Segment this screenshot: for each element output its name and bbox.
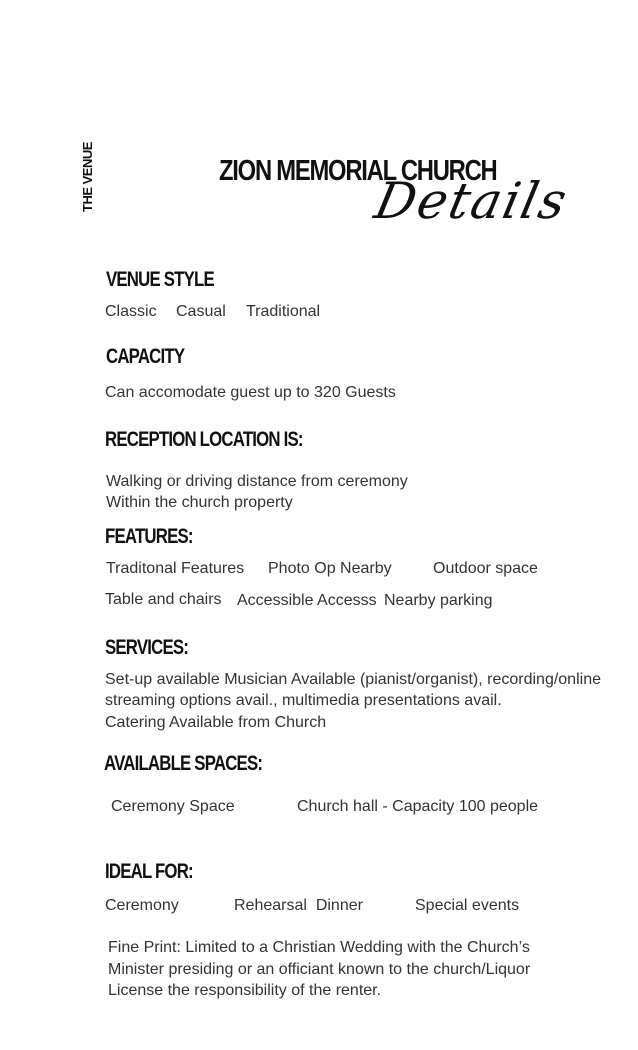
services-line: Catering Available from Church [105,714,327,731]
feature-item: Table and chairs [105,591,222,608]
page-title: ZION MEMORIAL CHURCH [219,155,497,187]
feature-item: Photo Op Nearby [268,560,392,577]
space-item: Ceremony Space [111,798,235,815]
feature-item: Outdoor space [433,560,538,577]
side-tag: THE VENUE [80,142,95,212]
venue-style-heading: VENUE STYLE [106,268,214,291]
venue-style-option: Classic [105,303,157,320]
features-heading: FEATURES: [105,525,193,548]
reception-heading: RECEPTION LOCATION IS: [105,428,303,451]
space-item: Church hall - Capacity 100 people [297,798,539,815]
page-subtitle-script: Details [369,172,574,230]
feature-item: Accessible Accesss [237,592,377,609]
feature-item: Traditonal Features [106,560,245,577]
feature-item: Nearby parking [384,592,493,609]
ideal-for-item: Special events [415,897,520,914]
spaces-heading: AVAILABLE SPACES: [104,752,263,775]
venue-style-option: Traditional [246,303,321,320]
reception-line: Within the church property [106,494,293,511]
reception-line: Walking or driving distance from ceremony [106,473,408,490]
capacity-text: Can accomodate guest up to 320 Guests [105,384,396,401]
fine-print-line: Minister presiding or an officiant known to the church/Liquor [108,961,531,978]
ideal-for-item: Ceremony [105,897,179,914]
services-heading: SERVICES: [105,636,189,659]
venue-style-option: Casual [176,303,226,320]
capacity-heading: CAPACITY [106,345,185,368]
services-line: Set-up available Musician Available (pianist/organist), recording/online [105,671,601,688]
ideal-for-heading: IDEAL FOR: [105,860,193,883]
fine-print-line: Fine Print: Limited to a Christian Wedding with the Church’s [108,939,530,956]
services-line: streaming options avail., multimedia presentations avail. [105,692,502,709]
ideal-for-item: Rehearsal Dinner [234,897,363,914]
fine-print-line: License the responsibility of the renter. [108,982,382,999]
